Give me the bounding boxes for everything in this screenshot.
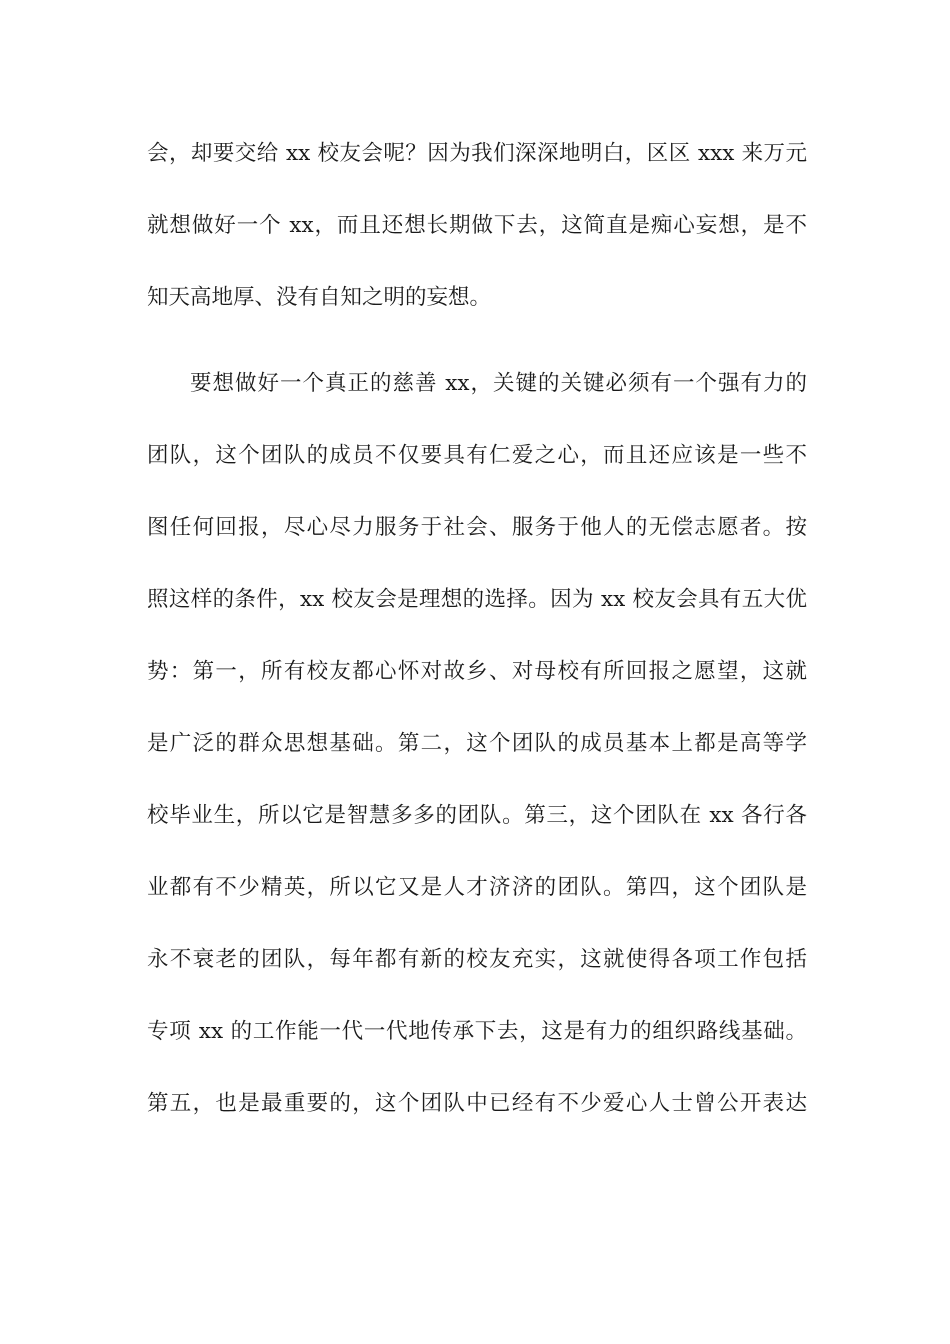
text-line: 校毕业生，所以它是智慧多多的团队。第三，这个团队在 xx 各行各 bbox=[147, 803, 807, 828]
text-line: 图任何回报，尽心尽力服务于社会、服务于他人的无偿志愿者。按 bbox=[147, 515, 807, 540]
text-line: 要想做好一个真正的慈善 xx，关键的关键必须有一个强有力的 bbox=[190, 371, 807, 396]
text-line: 永不衰老的团队，每年都有新的校友充实，这就使得各项工作包括 bbox=[147, 947, 807, 972]
text-line: 知天高地厚、没有自知之明的妄想。 bbox=[147, 285, 492, 310]
text-line: 业都有不少精英，所以它又是人才济济的团队。第四，这个团队是 bbox=[147, 875, 807, 900]
text-line: 会，却要交给 xx 校友会呢？因为我们深深地明白，区区 xxx 来万元 bbox=[147, 141, 807, 166]
text-line: 团队，这个团队的成员不仅要具有仁爱之心，而且还应该是一些不 bbox=[147, 443, 807, 468]
text-line: 是广泛的群众思想基础。第二，这个团队的成员基本上都是高等学 bbox=[147, 731, 807, 756]
text-line: 照这样的条件，xx 校友会是理想的选择。因为 xx 校友会具有五大优 bbox=[147, 587, 807, 612]
text-line: 势：第一，所有校友都心怀对故乡、对母校有所回报之愿望，这就 bbox=[147, 659, 807, 684]
text-line: 专项 xx 的工作能一代一代地传承下去，这是有力的组织路线基础。 bbox=[147, 1019, 807, 1044]
text-line: 就想做好一个 xx，而且还想长期做下去，这简直是痴心妄想，是不 bbox=[147, 213, 807, 238]
text-line: 第五，也是最重要的，这个团队中已经有不少爱心人士曾公开表达 bbox=[147, 1091, 807, 1116]
